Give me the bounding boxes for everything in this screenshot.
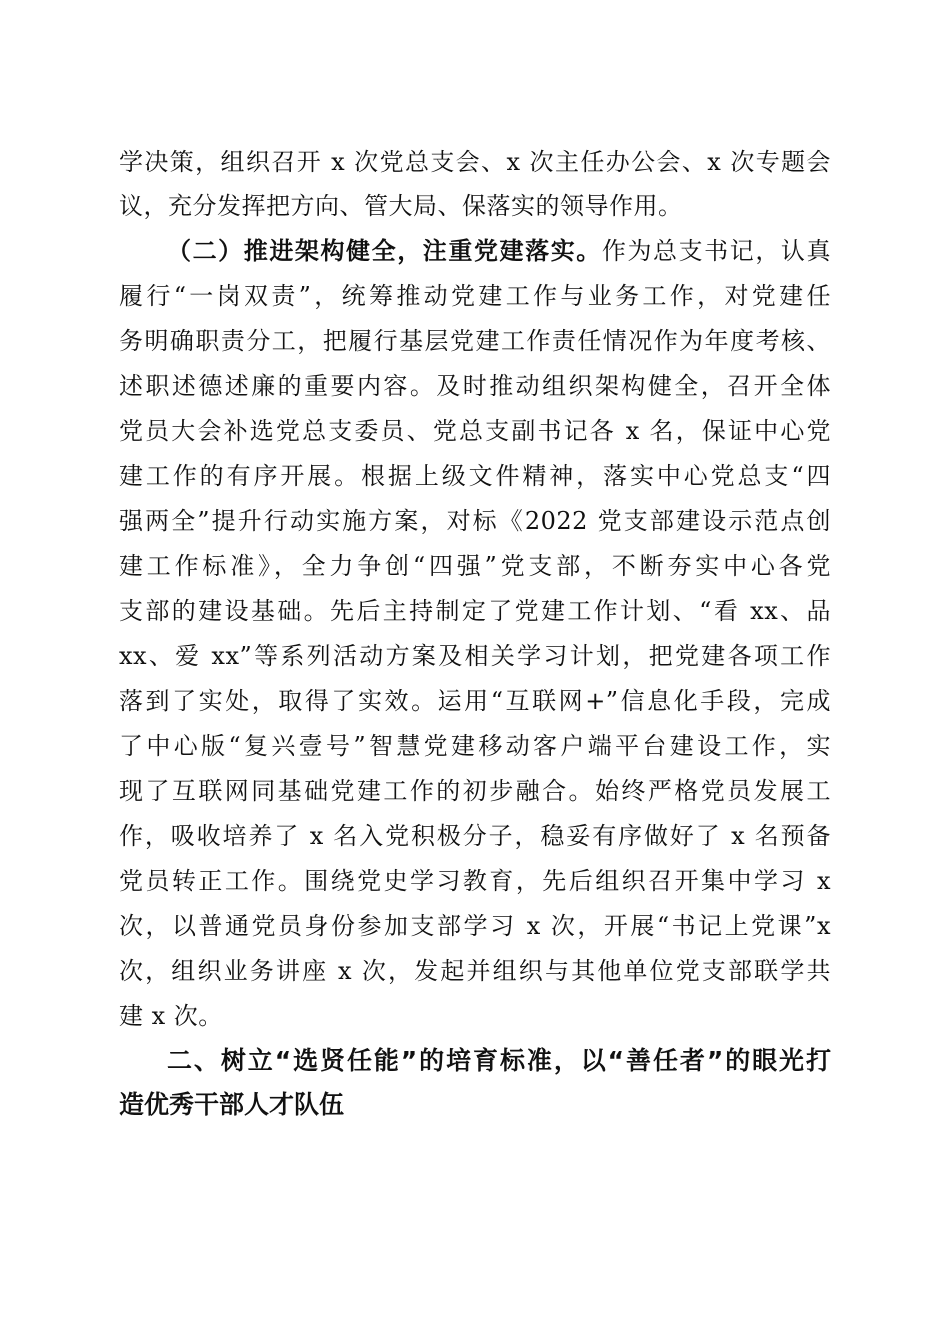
paragraph-2-line-4: 述职述德述廉的重要内容。及时推动组织架构健全，召开全体 bbox=[119, 372, 831, 400]
paragraph-2-line-1 bbox=[167, 231, 831, 271]
paragraph-2-line-15: 党员转正工作。围绕党史学习教育，先后组织召开集中学习 x bbox=[119, 867, 831, 895]
section-heading-line-1: 二、树立“选贤任能”的培育标准，以“善任者”的眼光打 bbox=[167, 1046, 831, 1075]
paragraph-2-line-13: 现了互联网同基础党建工作的初步融合。始终严格党员发展工 bbox=[119, 777, 831, 805]
paragraph-1-line-2: 议，充分发挥把方向、管大局、保落实的领导作用。 bbox=[119, 192, 683, 220]
paragraph-2-line-17: 次，组织业务讲座 x 次，发起并组织与其他单位党支部联学共 bbox=[119, 957, 831, 985]
paragraph-2-line-9: 支部的建设基础。先后主持制定了党建工作计划、“看 xx、品 bbox=[119, 597, 831, 625]
paragraph-2-line-14: 作，吸收培养了 x 名入党积极分子，稳妥有序做好了 x 名预备 bbox=[119, 822, 831, 850]
paragraph-1-line-1: 学决策，组织召开 x 次党总支会、x 次主任办公会、x 次专题会 bbox=[119, 148, 831, 176]
paragraph-2-line-1-rest: 作为总支书记，认真 bbox=[601, 237, 831, 265]
paragraph-2-line-18: 建 x 次。 bbox=[119, 1002, 223, 1030]
section-heading-line-2: 造优秀干部人才队伍 bbox=[119, 1090, 345, 1119]
paragraph-2-line-5: 党员大会补选党总支委员、党总支副书记各 x 名，保证中心党 bbox=[119, 417, 831, 445]
paragraph-2-line-11: 落到了实处，取得了实效。运用“互联网+”信息化手段，完成 bbox=[119, 687, 831, 715]
paragraph-2-line-10: xx、爱 xx”等系列活动方案及相关学习计划，把党建各项工作 bbox=[119, 642, 831, 670]
paragraph-2-line-8: 建工作标准》，全力争创“四强”党支部，不断夯实中心各党 bbox=[119, 552, 831, 580]
paragraph-2-line-6: 建工作的有序开展。根据上级文件精神，落实中心党总支“四 bbox=[119, 462, 831, 490]
paragraph-2-line-16: 次，以普通党员身份参加支部学习 x 次，开展“书记上党课”x bbox=[119, 912, 831, 940]
subsection-title: （二）推进架构健全，注重党建落实。 bbox=[167, 237, 602, 265]
paragraph-2-line-3: 务明确职责分工，把履行基层党建工作责任情况作为年度考核、 bbox=[119, 327, 831, 355]
paragraph-2-line-12: 了中心版“复兴壹号”智慧党建移动客户端平台建设工作，实 bbox=[119, 732, 831, 760]
paragraph-2-line-7: 强两全”提升行动实施方案，对标《2022 党支部建设示范点创 bbox=[119, 507, 831, 535]
paragraph-2-line-2: 履行“一岗双责”，统筹推动党建工作与业务工作，对党建任 bbox=[119, 282, 831, 310]
